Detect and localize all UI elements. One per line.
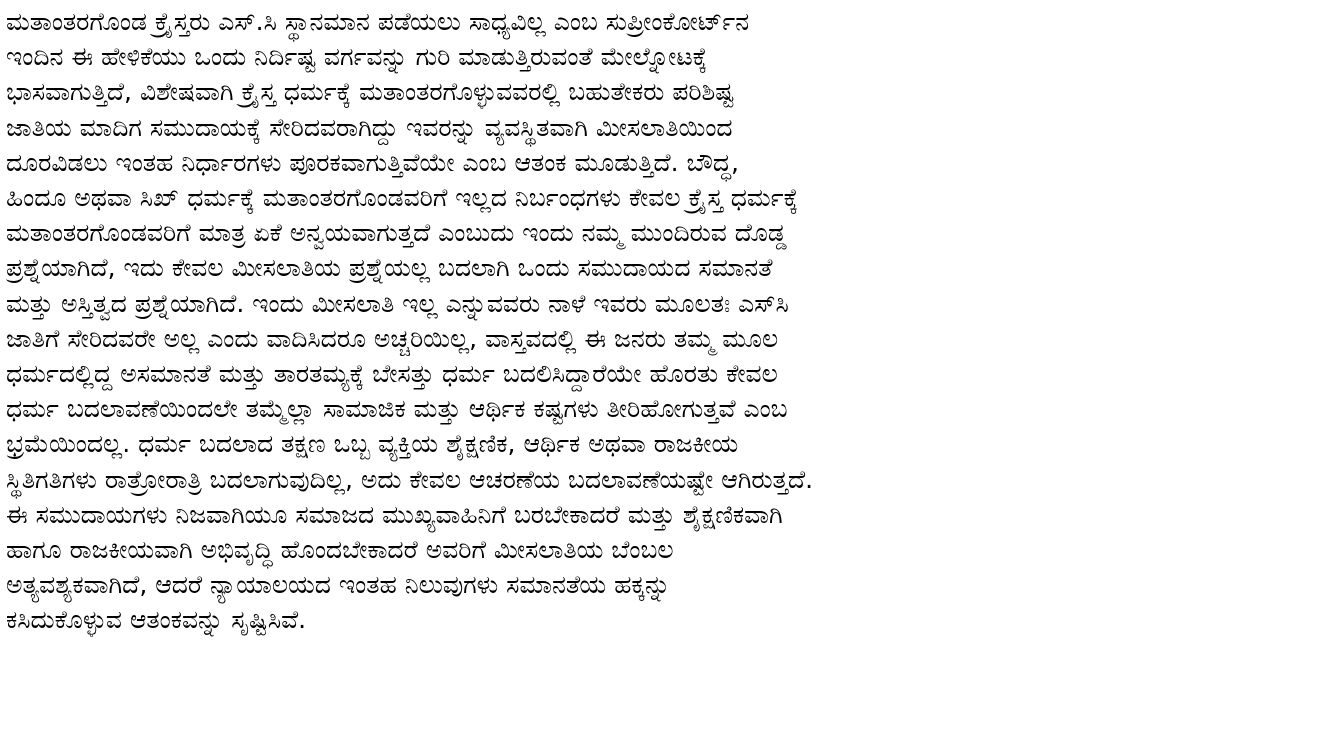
- article-paragraph: [6, 4, 1324, 638]
- text-line: ಈ ಸಮುದಾಯಗಳು ನಿಜವಾಗಿಯೂ ಸಮಾಜದ ಮುಖ್ಯವಾಹಿನಿಗೆ ಬರಬೇಕಾದರೆ ಮತ್ತು ಶೈಕ್ಷಣಿಕವಾಗಿ: [6, 499, 783, 529]
- text-line: ಭಾಸವಾಗುತ್ತಿದೆ, ವಿಶೇಷವಾಗಿ ಕ್ರೈಸ್ತ ಧರ್ಮಕ್ಕೆ ಮತಾಂತರಗೊಳ್ಳುವವರಲ್ಲಿ ಬಹುತೇಕರು ಪರಿಶಿಷ್ಟ: [6, 77, 735, 107]
- text-line: ಹಾಗೂ ರಾಜಕೀಯವಾಗಿ ಅಭಿವೃದ್ಧಿ ಹೊಂದಬೇಕಾದರೆ ಅವರಿಗೆ ಮೀಸಲಾತಿಯ ಬೆಂಬಲ: [6, 535, 674, 565]
- text-line: ಜಾತಿಗೆ ಸೇರಿದವರೇ ಅಲ್ಲ ಎಂದು ವಾದಿಸಿದರೂ ಅಚ್ಚರಿಯಿಲ್ಲ, ವಾಸ್ತವದಲ್ಲಿ ಈ ಜನರು ತಮ್ಮ ಮೂಲ: [6, 323, 779, 353]
- text-line: ಧರ್ಮದಲ್ಲಿದ್ದ ಅಸಮಾನತೆ ಮತ್ತು ತಾರತಮ್ಯಕ್ಕೆ ಬೇಸತ್ತು ಧರ್ಮ ಬದಲಿಸಿದ್ದಾರೆಯೇ ಹೊರತು ಕೇವಲ: [6, 359, 778, 389]
- text-line: ಭ್ರಮೆಯಿಂದಲ್ಲ. ಧರ್ಮ ಬದಲಾದ ತಕ್ಷಣ ಒಬ್ಬ ವ್ಯಕ್ತಿಯ ಶೈಕ್ಷಣಿಕ, ಆರ್ಥಿಕ ಅಥವಾ ರಾಜಕೀಯ: [6, 429, 739, 459]
- text-line: ಇಂದಿನ ಈ ಹೇಳಿಕೆಯು ಒಂದು ನಿರ್ದಿಷ್ಟ ವರ್ಗವನ್ನು ಗುರಿ ಮಾಡುತ್ತಿರುವಂತೆ ಮೇಲ್ನೋಟಕ್ಕೆ: [6, 42, 708, 72]
- text-line: ದೂರವಿಡಲು ಇಂತಹ ನಿರ್ಧಾರಗಳು ಪೂರಕವಾಗುತ್ತಿವೆಯೇ ಎಂಬ ಆತಂಕ ಮೂಡುತ್ತಿದೆ. ಬೌದ್ಧ,: [6, 147, 739, 177]
- text-line: ಅತ್ಯವಶ್ಯಕವಾಗಿದೆ, ಆದರೆ ನ್ಯಾಯಾಲಯದ ಇಂತಹ ನಿಲುವುಗಳು ಸಮಾನತೆಯ ಹಕ್ಕನ್ನು: [6, 570, 671, 600]
- text-line: ಕಸಿದುಕೊಳ್ಳುವ ಆತಂಕವನ್ನು ಸೃಷ್ಟಿಸಿವೆ.: [6, 605, 307, 635]
- text-line: ಧರ್ಮ ಬದಲಾವಣೆಯಿಂದಲೇ ತಮ್ಮೆಲ್ಲಾ ಸಾಮಾಜಿಕ ಮತ್ತು ಆರ್ಥಿಕ ಕಷ್ಟಗಳು ತೀರಿಹೋಗುತ್ತವೆ ಎಂಬ: [6, 394, 788, 424]
- text-line: ಜಾತಿಯ ಮಾದಿಗ ಸಮುದಾಯಕ್ಕೆ ಸೇರಿದವರಾಗಿದ್ದು ಇವರನ್ನು ವ್ಯವಸ್ಥಿತವಾಗಿ ಮೀಸಲಾತಿಯಿಂದ: [6, 112, 733, 142]
- text-line: ಮತಾಂತರಗೊಂಡವರಿಗೆ ಮಾತ್ರ ಏಕೆ ಅನ್ವಯವಾಗುತ್ತದೆ ಎಂಬುದು ಇಂದು ನಮ್ಮ ಮುಂದಿರುವ ದೊಡ್ಡ: [6, 218, 787, 248]
- text-line: ಹಿಂದೂ ಅಥವಾ ಸಿಖ್ ಧರ್ಮಕ್ಕೆ ಮತಾಂತರಗೊಂಡವರಿಗೆ ಇಲ್ಲದ ನಿರ್ಬಂಧಗಳು ಕೇವಲ ಕ್ರೈಸ್ತ ಧರ್ಮಕ್ಕೆ: [6, 183, 799, 213]
- text-line: ಮತಾಂತರಗೊಂಡ ಕ್ರೈಸ್ತರು ಎಸ್.ಸಿ ಸ್ಥಾನಮಾನ ಪಡೆಯಲು ಸಾಧ್ಯವಿಲ್ಲ ಎಂಬ ಸುಪ್ರೀಂಕೋರ್ಟ್‌ನ: [6, 7, 750, 36]
- text-line: ಸ್ಥಿತಿಗತಿಗಳು ರಾತ್ರೋರಾತ್ರಿ ಬದಲಾಗುವುದಿಲ್ಲ, ಅದು ಕೇವಲ ಆಚರಣೆಯ ಬದಲಾವಣೆಯಷ್ಟೇ ಆಗಿರುತ್ತದೆ.: [6, 464, 814, 494]
- text-line: ಪ್ರಶ್ನೆಯಾಗಿದೆ, ಇದು ಕೇವಲ ಮೀಸಲಾತಿಯ ಪ್ರಶ್ನೆಯಲ್ಲ ಬದಲಾಗಿ ಒಂದು ಸಮುದಾಯದ ಸಮಾನತೆ: [6, 253, 773, 283]
- text-line: ಮತ್ತು ಅಸ್ತಿತ್ವದ ಪ್ರಶ್ನೆಯಾಗಿದೆ. ಇಂದು ಮೀಸಲಾತಿ ಇಲ್ಲ ಎನ್ನುವವರು ನಾಳೆ ಇವರು ಮೂಲತಃ ಎಸ್‌ಸಿ: [6, 288, 789, 318]
